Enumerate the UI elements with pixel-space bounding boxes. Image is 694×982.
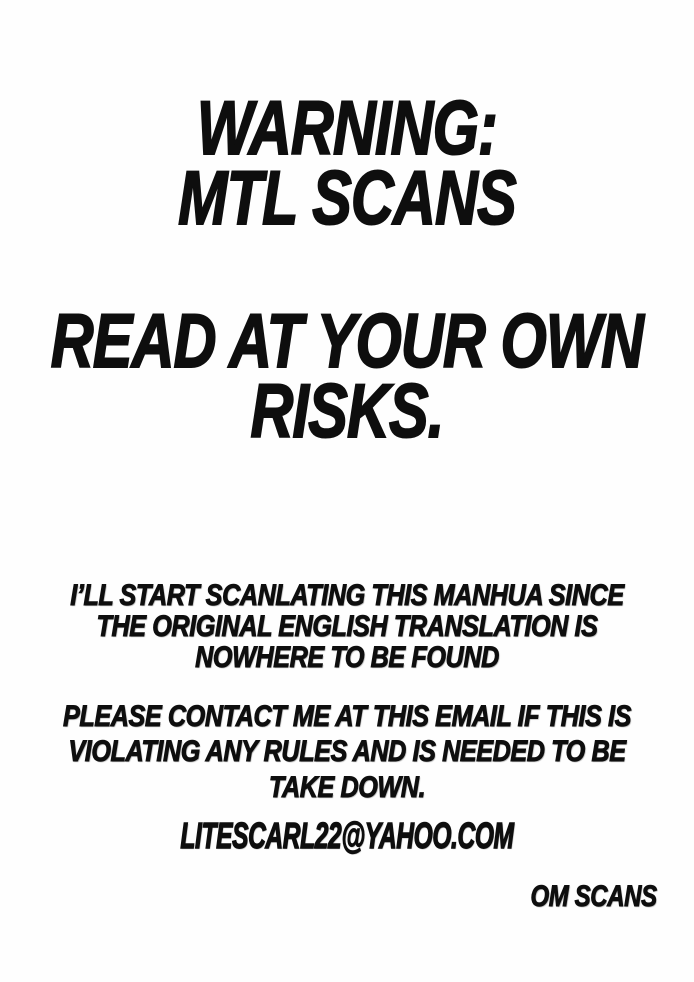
takedown-note-line2: VIOLATING ANY RULES AND IS NEEDED TO BE — [68, 735, 626, 768]
warning-heading-line1: WARNING: — [196, 86, 498, 171]
warning-heading-line2: MTL SCANS — [178, 156, 516, 241]
risk-heading-line1: READ AT YOUR OWN — [50, 299, 644, 384]
contact-email: LITESCARL22@YAHOO.COM — [180, 815, 514, 856]
scanlation-note-line3: NOWHERE TO BE FOUND — [195, 641, 499, 674]
scanlation-note-line2: THE ORIGINAL ENGLISH TRANSLATION IS — [96, 610, 598, 643]
takedown-note-line3: TAKE DOWN. — [268, 771, 426, 804]
scan-group-signature: OM SCANS — [530, 880, 657, 913]
risk-heading-line2: RISKS. — [250, 369, 444, 454]
scanlation-note-line1: I’LL START SCANLATING THIS MANHUA SINCE — [70, 579, 624, 612]
takedown-note-line1: PLEASE CONTACT ME AT THIS EMAIL IF THIS IS — [62, 700, 632, 733]
